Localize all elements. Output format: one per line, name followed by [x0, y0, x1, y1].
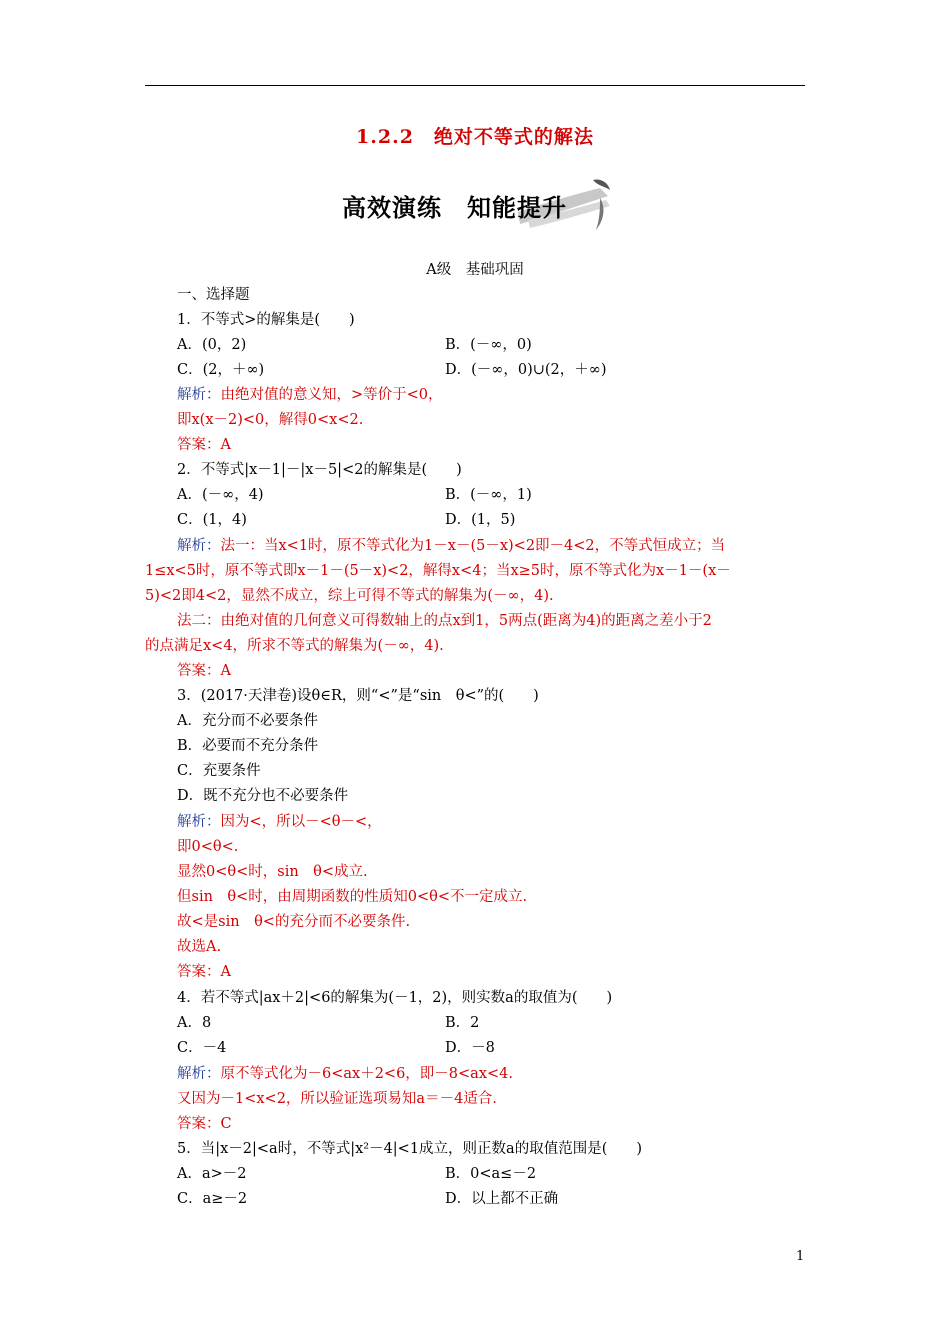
q3-stem: 3．(2017·天津卷)设θ∈R，则“<”是“sin θ<”的( ): [177, 688, 539, 704]
q4-option-a: A．8: [177, 1015, 212, 1031]
q2-option-d: D．(1，5): [445, 512, 516, 528]
q1-option-c: C．(2，＋∞): [177, 362, 265, 378]
q5-option-a: A．a>－2: [177, 1166, 247, 1182]
q4-option-d: D．－8: [445, 1040, 495, 1056]
header-rule: [145, 85, 805, 86]
q2-analysis-4: 法二：由绝对值的几何意义可得数轴上的点x到1，5两点(距离为4)的距离之差小于2: [177, 613, 712, 629]
q3-analysis-6: 故选A.: [177, 939, 222, 955]
q4-option-b: B．2: [445, 1015, 480, 1031]
section-heading: 一、选择题: [177, 287, 250, 303]
banner: [338, 174, 628, 234]
q3-option-c: C．充要条件: [177, 763, 261, 779]
q5-option-c: C．a≥－2: [177, 1191, 248, 1207]
q1-option-a: A．(0，2): [177, 337, 247, 353]
q2-analysis-3: 5)<2即4<2，显然不成立，综上可得不等式的解集为(－∞，4).: [145, 588, 554, 604]
q3-option-d: D．既不充分也不必要条件: [177, 788, 349, 804]
q3-analysis-1: 解析：因为<，所以－<θ－<，: [177, 814, 382, 830]
q4-stem: 4．若不等式|ax＋2|<6的解集为(－1，2)，则实数a的取值为( ): [177, 990, 613, 1006]
q1-analysis-2: 即x(x－2)<0，解得0<x<2.: [177, 412, 364, 428]
q5-option-b: B．0<a≤－2: [445, 1166, 537, 1182]
q2-answer: 答案：A: [177, 663, 231, 679]
page-number: 1: [796, 1249, 805, 1264]
q3-analysis-label: 解析：: [177, 814, 221, 830]
q1-answer: 答案：A: [177, 437, 231, 453]
q2-analysis-2: 1≤x<5时，原不等式即x－1－(5－x)<2，解得x<4；当x≥5时，原不等式化为x－1－(x－: [145, 563, 731, 579]
q3-analysis-4: 但sin θ<时，由周期函数的性质知0<θ<不一定成立.: [177, 889, 528, 905]
q3-analysis-2: 即0<θ<.: [177, 839, 239, 855]
page-title: 1.2.2 绝对不等式的解法: [356, 126, 594, 148]
q4-analysis-1: 解析：原不等式化为－6<ax＋2<6，即－8<ax<4.: [177, 1066, 513, 1082]
q2-option-a: A．(－∞，4): [177, 487, 264, 503]
level-heading: A级 基础巩固: [426, 262, 524, 278]
q1-option-b: B．(－∞，0): [445, 337, 532, 353]
q4-analysis-2: 又因为－1<x<2，所以验证选项易知a＝－4适合.: [177, 1091, 497, 1107]
q2-option-b: B．(－∞，1): [445, 487, 532, 503]
q3-analysis-3: 显然0<θ<时，sin θ<成立.: [177, 864, 368, 880]
q1-analysis-1: 解析：由绝对值的意义知，>等价于<0，: [177, 387, 443, 403]
q5-stem: 5．当|x－2|<a时，不等式|x²－4|<1成立，则正数a的取值范围是( ): [177, 1141, 643, 1157]
banner-text: 高效演练 知能提升: [342, 194, 567, 222]
q3-option-b: B．必要而不充分条件: [177, 738, 319, 754]
q4-option-c: C．－4: [177, 1040, 227, 1056]
q4-analysis-label: 解析：: [177, 1066, 221, 1082]
q2-stem: 2．不等式|x－1|－|x－5|<2的解集是( ): [177, 462, 462, 478]
q1-analysis-label: 解析：: [177, 387, 221, 403]
q2-analysis-1: 解析：法一：当x<1时，原不等式化为1－x－(5－x)<2即－4<2，不等式恒成立；当: [177, 538, 726, 554]
q1-option-d: D．(－∞，0)∪(2，＋∞): [445, 362, 607, 378]
q3-option-a: A．充分而不必要条件: [177, 713, 318, 729]
q3-answer: 答案：A: [177, 964, 231, 980]
q3-analysis-5: 故<是sin θ<的充分而不必要条件.: [177, 914, 411, 930]
q4-answer: 答案：C: [177, 1116, 232, 1132]
q2-analysis-label: 解析：: [177, 538, 221, 554]
q1-stem: 1．不等式>的解集是( ): [177, 312, 355, 328]
q2-analysis-5: 的点满足x<4，所求不等式的解集为(－∞，4).: [145, 638, 444, 654]
q5-option-d: D．以上都不正确: [445, 1191, 559, 1207]
q2-option-c: C．(1，4): [177, 512, 247, 528]
